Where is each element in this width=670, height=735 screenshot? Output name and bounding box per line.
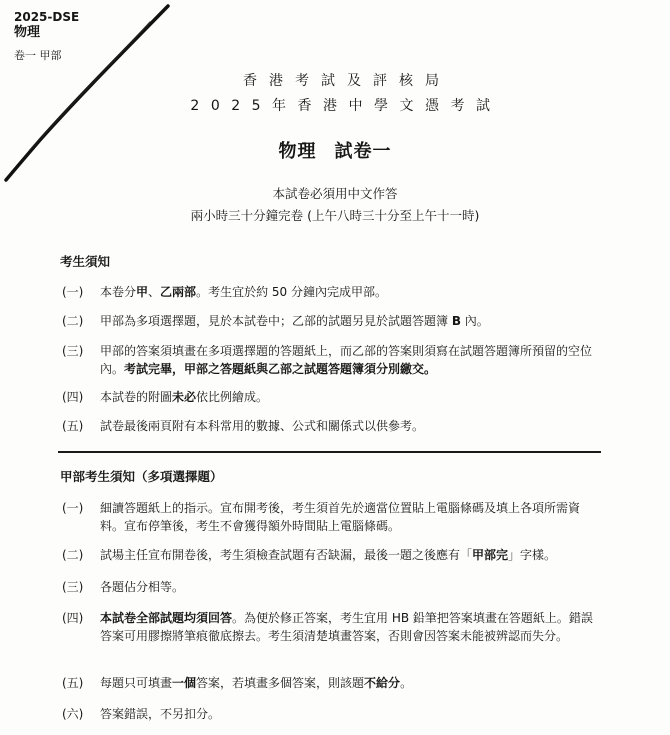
section-a-instructions-title: 甲部考生須知（多項選擇題） (60, 469, 223, 484)
paper-section-label: 卷一 甲部 (14, 49, 62, 63)
body-text: 答案，若填畫多個答案，則該題 (196, 676, 365, 690)
item-text (100, 609, 602, 645)
authority-name: 香港考試及評核局 (243, 73, 451, 89)
emphasis-text: 不給分 (364, 676, 401, 690)
paper-title-paper: 試卷一 (334, 141, 392, 162)
item-number: (三) (62, 344, 84, 358)
general-instruction-item (62, 312, 602, 330)
paper-code-block (14, 10, 79, 63)
item-text (100, 342, 602, 378)
section-divider (58, 451, 601, 453)
body-text: 本試卷的附圖 (100, 390, 173, 404)
item-number: (一) (62, 285, 84, 299)
item-number: (五) (62, 676, 84, 690)
general-instruction-item (62, 283, 602, 301)
body-text: 。考生宜於約 50 分鐘內完成甲部。 (196, 285, 387, 299)
body-text: 、 (148, 285, 161, 299)
exam-code: 2025-DSE (14, 10, 80, 24)
body-text: 答案錯誤，不另扣分。 (100, 707, 221, 721)
emphasis-text: 乙兩部 (160, 285, 197, 299)
item-text (100, 312, 602, 330)
body-text: 各題佔分相等。 (100, 580, 185, 594)
paper-title (0, 137, 670, 163)
item-number: (二) (62, 314, 84, 328)
section-a-instruction-item (62, 705, 602, 723)
item-number: (三) (62, 580, 84, 594)
subject-label: 物理 (14, 25, 41, 40)
body-text: 本卷分 (100, 285, 137, 299)
item-number: (五) (62, 419, 84, 433)
section-a-instruction-item (62, 499, 602, 535)
body-text: 。 (400, 676, 413, 690)
item-number: (六) (62, 707, 84, 721)
exam-name: 2025年香港中學文憑考試 (190, 98, 502, 114)
emphasis-text: 考試完畢，甲部之答題紙與乙部之試題答題簿須分別繳交。 (124, 362, 437, 376)
item-number: (四) (62, 390, 84, 404)
section-a-instruction-item (62, 546, 602, 564)
emphasis-text: 甲部完 (472, 548, 509, 562)
item-text (100, 283, 602, 301)
section-a-instruction-item (62, 578, 602, 596)
duration-note: 兩小時三十分鐘完卷 (上午八時三十分至上午十一時) (190, 208, 480, 223)
language-note: 本試卷必須用中文作答 (272, 186, 398, 201)
body-text: 依比例繪成。 (196, 390, 269, 404)
emphasis-text: 甲 (136, 285, 149, 299)
body-text: 」字樣。 (508, 548, 557, 562)
body-text: 。為便於修正答案，考生宜用 HB 鉛筆把答案填畫在答題紙上。錯誤答案可用膠擦將筆痕徹底擦去。考生須清楚填畫答案，否則會因答案未能被辨認而失分。 (100, 611, 593, 643)
emphasis-text: 一個 (172, 676, 197, 690)
item-text (100, 546, 602, 564)
general-instruction-item (62, 342, 602, 378)
item-number: (二) (62, 548, 84, 562)
item-number: (一) (62, 501, 84, 515)
item-text (100, 417, 602, 435)
body-text: 甲部為多項選擇題，見於本試卷中；乙部的試題另見於試題答題簿 (100, 314, 452, 328)
item-text (100, 499, 602, 535)
emphasis-text: 未必 (172, 390, 197, 404)
item-text (100, 388, 602, 406)
item-number: (四) (62, 611, 84, 625)
section-a-instruction-item (62, 674, 602, 692)
body-text: 試卷最後兩頁附有本科常用的數據、公式和關係式以供參考。 (100, 419, 425, 433)
item-text (100, 674, 602, 692)
body-text: 細讀答題紙上的指示。宣布開考後，考生須首先於適當位置貼上電腦條碼及填上各項所需資料。宣布停筆後，考生不會獲得額外時間貼上電腦條碼。 (100, 501, 581, 533)
body-text: 內。 (460, 314, 489, 328)
general-instruction-item (62, 417, 602, 435)
body-text: 試場主任宣布開卷後，考生須檢查試題有否缺漏，最後一題之後應有「 (100, 548, 473, 562)
emphasis-text: B (451, 314, 461, 328)
body-text: 每題只可填畫 (100, 676, 173, 690)
paper-title-subject: 物理 (278, 141, 317, 162)
general-instructions-title: 考生須知 (60, 254, 111, 269)
emphasis-text: 本試卷全部試題均須回答 (100, 611, 233, 625)
general-instruction-item (62, 388, 602, 406)
body-text: 甲部的答案須填畫在多項選擇題的答題紙上，而乙部的答案則須寫在試題答題簿所預留的空位內。 (100, 344, 593, 376)
item-text (100, 578, 602, 596)
section-a-instruction-item (62, 609, 602, 645)
item-text (100, 705, 602, 723)
